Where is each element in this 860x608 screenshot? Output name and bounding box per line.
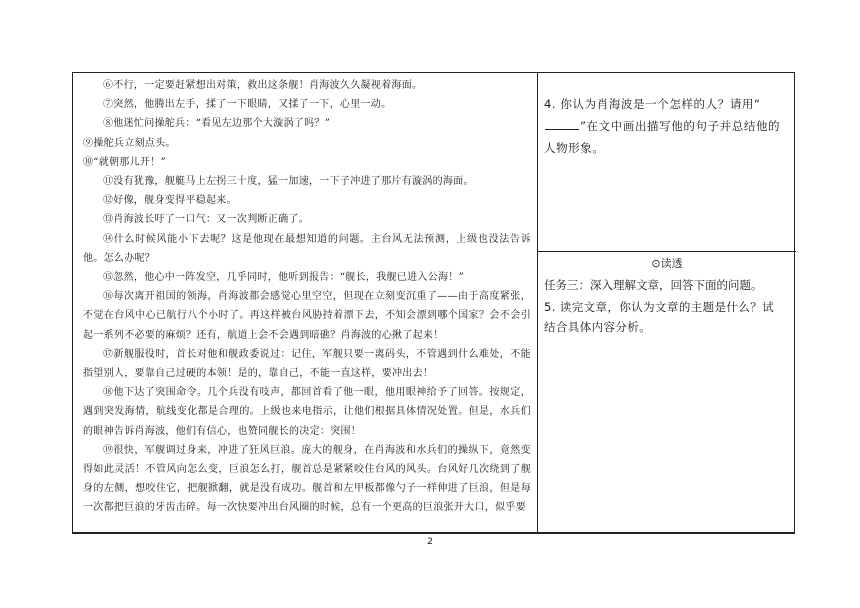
- paragraph-9: ⑨操舵兵立刻点头。: [83, 137, 176, 149]
- footer-line: [72, 533, 795, 534]
- worksheet-table: [72, 72, 795, 533]
- task-3-heading: 任务三：深入理解文章，回答下面的问题。: [544, 278, 763, 292]
- paragraph-7: ⑦突然，他腾出左手，揉了一下眼睛，又揉了一下，心里一动。: [103, 99, 392, 111]
- paragraph-13: ⑬肖海波长吁了一口气：又一次判断正确了。: [103, 214, 309, 226]
- paragraph-19: ⑲很快，军舰调过身来，冲进了狂风巨浪。庞大的舰身，在肖海波和水兵们的操纵下，竟然变得如此灵活！不管风向怎么变，巨浪怎么打，舰首总是紧紧咬住台风的风头。台风好几次绕到了舰身的左侧，想咬住它，把舰掀翻，就是没有成功。舰首和左甲板都像勺子一样伸进了巨浪，但是每一次都把巨浪的牙齿击碎。每一次快要冲出台风圈的时候，总有一个更高的巨浪张开大口，似乎要: [83, 444, 531, 514]
- paragraph-18: ⑱他下达了突围命令。几个兵没有吱声，都回首看了他一眼，他用眼神给予了回答。按规定，遇到突发海情，航线变化都是合理的。上级也来电指示，让他们根据具体情况处置。但是，水兵们的眼神告诉肖海波，他们有信心，也赞同舰长的决定：突围！: [83, 387, 531, 437]
- question-4-end: ”在文中画出描写他的句子并总结他的人物形象。: [544, 119, 781, 155]
- paragraph-15: ⑮忽然，他心中一阵发空，几乎同时，他听到报告：“舰长，我舰已进入公海！”: [103, 272, 465, 284]
- question-5: 5. 读完文章，你认为文章的主题是什么？试结合具体内容分析。: [544, 300, 775, 334]
- reading-passage: [73, 73, 537, 532]
- paragraph-11: ⑪没有犹豫，舰艇马上左拐三十度，猛一加速，一下子冲进了那片有漩涡的海面。: [103, 176, 474, 188]
- paragraph-10: ⑩“就朝那儿开！”: [83, 156, 166, 168]
- question-4-start: 4. 你认为肖海波是一个怎样的人？请用“: [544, 97, 761, 111]
- paragraph-14: ⑭什么时候风能小下去呢？这是他现在最想知道的问题。主台风无法预测，上级也没法告诉他。怎么办呢？: [83, 233, 531, 264]
- page-number: 2: [427, 537, 433, 547]
- reading-section-label: ⊙读透: [651, 257, 683, 270]
- paragraph-12: ⑫好像，舰身变得平稳起来。: [103, 195, 237, 207]
- paragraph-16: ⑯每次离开祖国的领海，肖海波都会感觉心里空空，但现在立刻变沉重了——由于高度紧张，不觉在台风中心已航行八个小时了。再这样被台风胁持着漂下去，不知会漂到哪个国家？会不会引起一系列不必要的麻烦？还有，航道上会不会遇到暗礁？肖海波的心揪了起来！: [83, 291, 531, 341]
- paragraph-17: ⑰新舰服役时，首长对他和舰政委说过：记住，军舰只要一离码头，不管遇到什么难处，不能指望别人，要靠自己过硬的本领！是的，靠自己，不能一直这样，要冲出去！: [83, 348, 531, 380]
- answer-blank[interactable]: [545, 119, 579, 130]
- paragraph-8: ⑧他迷忙问操舵兵：“看见左边那个大漩涡了吗？”: [103, 118, 331, 130]
- question-4: [544, 93, 784, 159]
- paragraph-6: ⑥不行，一定要赶紧想出对策，救出这条舰！肖海波久久凝视着海面。: [103, 80, 423, 91]
- question-column: [538, 73, 796, 532]
- section-separator: [538, 251, 796, 252]
